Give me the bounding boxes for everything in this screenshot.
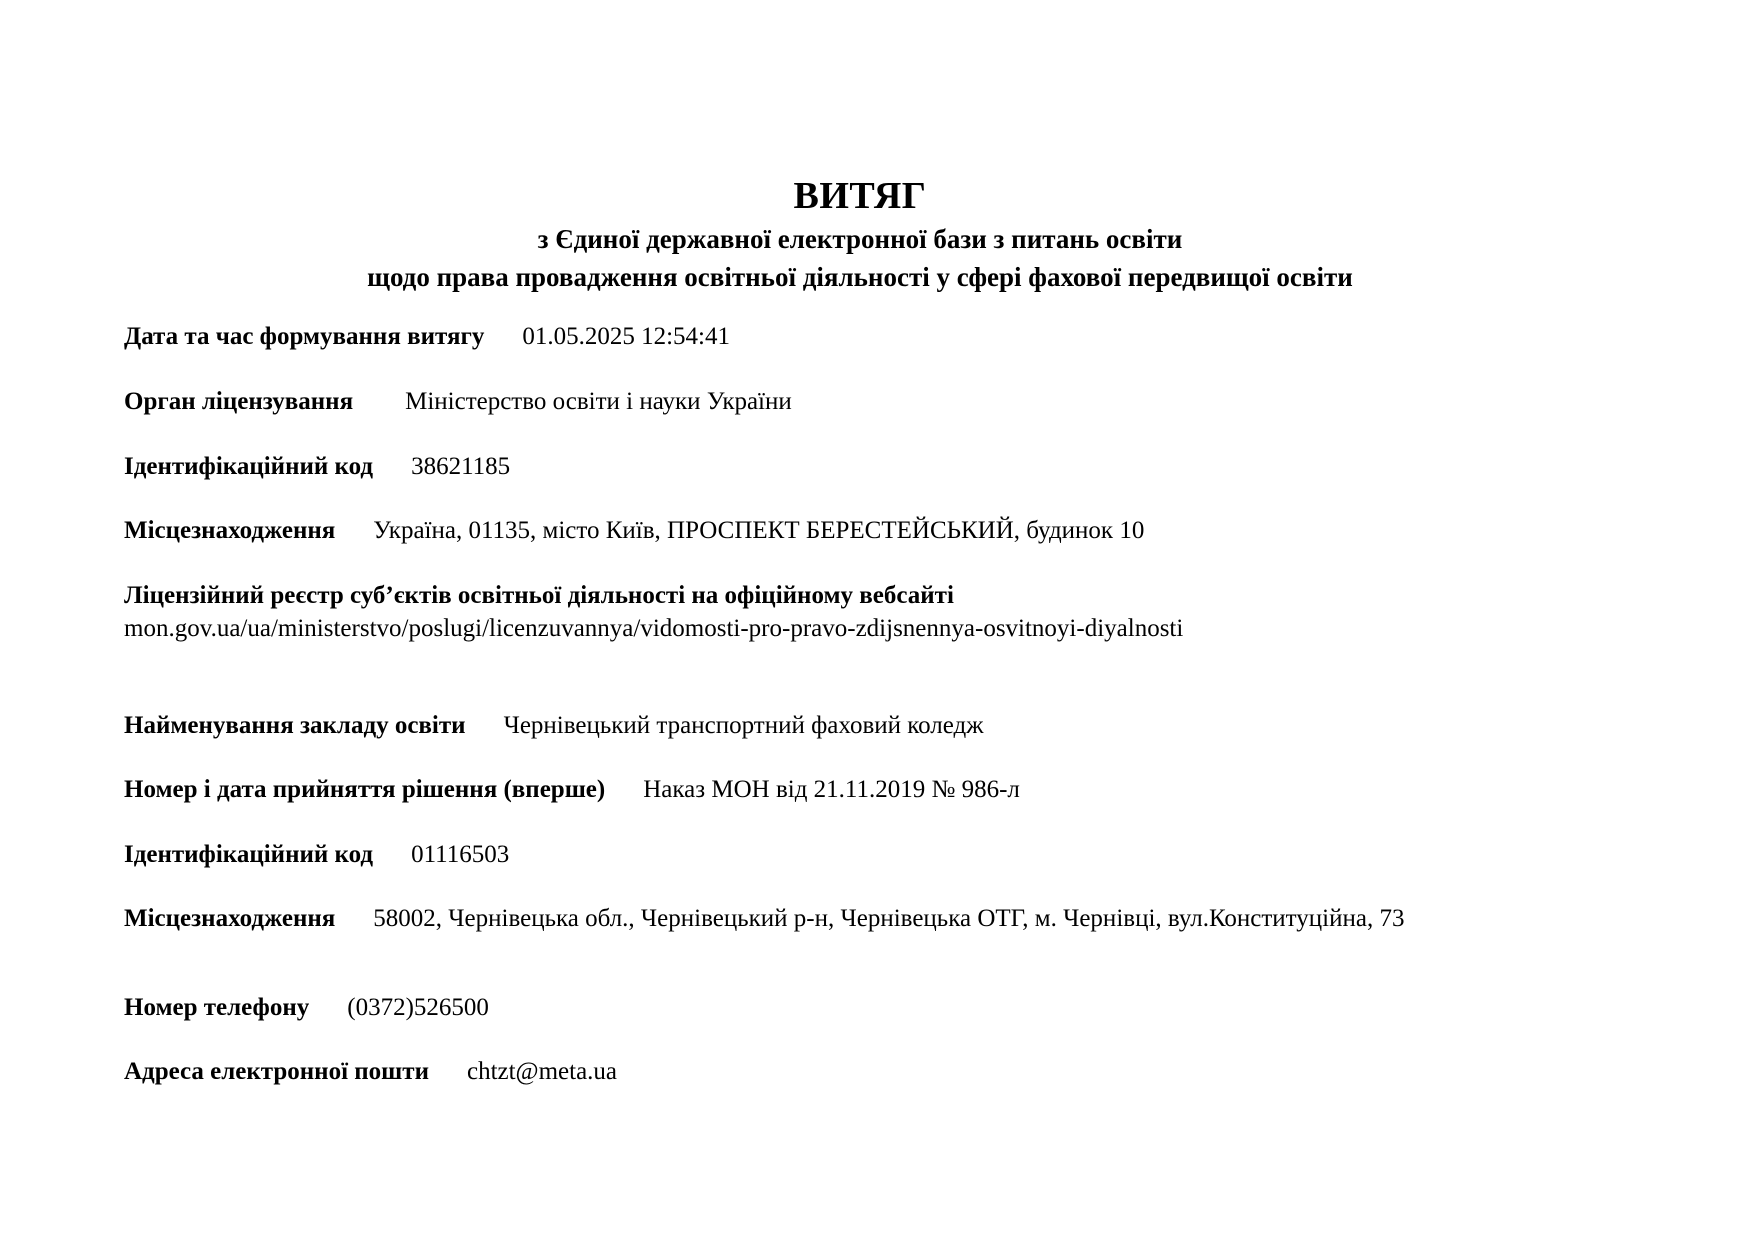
institution-location-row [124,902,1594,935]
institution-name-value: Чернівецький транспортний фаховий коледж [503,712,984,739]
licensing-location-label: Місцезнаходження [124,517,336,544]
institution-email-row [124,1055,1604,1088]
licensing-code-value: 38621185 [411,453,511,480]
licensing-location-row [124,514,1604,547]
institution-phone-row [124,991,1604,1024]
institution-name-label: Найменування закладу освіти [124,712,466,739]
institution-name-row [124,709,1604,742]
licensing-organ-value: Міністерство освіти і науки України [405,388,792,415]
institution-location-value: 58002, Чернівецька обл., Чернівецький р-н, Чернівецька ОТГ, м. Чернівці, вул.Конституційна, 73 [373,905,1405,932]
institution-code-value: 01116503 [411,841,510,868]
institution-email-value[interactable]: chtzt@meta.ua [466,1058,618,1085]
institution-decision-row [124,773,1604,806]
extract-datetime-label: Дата та час формування витягу [124,323,485,350]
institution-code-label: Ідентифікаційний код [124,841,374,868]
license-registry-label: Ліцензійний реєстр суб’єктів освітньої діяльності на офіційному вебсайті [124,582,954,609]
institution-decision-value: Наказ МОН від 21.11.2019 № 986-л [643,776,1020,803]
licensing-organ-row [124,385,1604,418]
institution-location-label: Місцезнаходження [124,905,336,932]
licensing-code-row [124,450,1604,483]
document-header [0,172,1720,296]
institution-email-label: Адреса електронної пошти [124,1058,429,1085]
license-registry-row [124,579,1604,645]
licensing-code-label: Ідентифікаційний код [124,453,374,480]
licensing-location-value: Україна, 01135, місто Київ, ПРОСПЕКТ БЕРЕСТЕЙСЬКИЙ, будинок 10 [373,517,1145,544]
document-subtitle-2: щодо права провадження освітньої діяльності у сфері фахової передвищої освіти [367,262,1353,292]
extract-datetime-value: 01.05.2025 12:54:41 [522,323,730,350]
licensing-organ-label: Орган ліцензування [124,388,354,415]
institution-decision-label: Номер і дата прийняття рішення (вперше) [124,776,606,803]
document-title: ВИТЯГ [793,175,927,217]
institution-code-row [124,838,1604,871]
extract-datetime-row [124,320,1604,353]
institution-phone-value: (0372)526500 [347,994,489,1021]
document-subtitle-1: з Єдиної державної електронної бази з питань освіти [537,224,1183,254]
institution-phone-label: Номер телефону [124,994,310,1021]
license-registry-link[interactable]: mon.gov.ua/ua/ministerstvo/poslugi/licenzuvannya/vidomosti-pro-pravo-zdijsnennya-osvitnoyi-diyalnosti [124,615,1184,642]
